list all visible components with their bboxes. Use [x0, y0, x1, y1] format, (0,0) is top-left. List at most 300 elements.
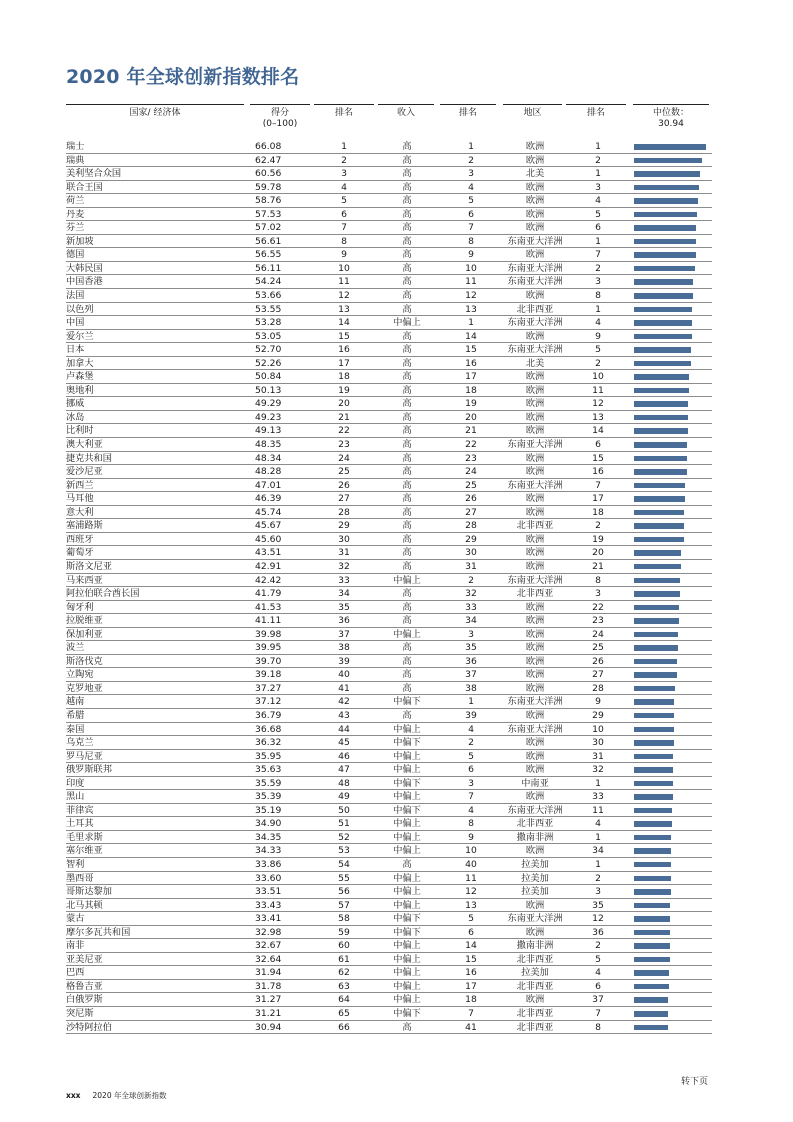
score-bar [634, 523, 684, 529]
score-bar [634, 605, 679, 611]
income-rank-cell: 18 [465, 994, 477, 1006]
rank-cell: 6 [341, 208, 347, 220]
region-cell: 欧洲 [525, 493, 545, 505]
table-row [66, 235, 712, 249]
score-bar [634, 903, 670, 909]
score-cell: 49.29 [255, 398, 282, 410]
region-rank-cell: 1 [595, 303, 601, 315]
region-rank-cell: 2 [595, 940, 601, 952]
income-cell: 高 [402, 330, 412, 342]
income-rank-cell: 34 [465, 615, 477, 627]
region-rank-cell: 1 [595, 141, 601, 152]
score-cell: 48.34 [255, 452, 282, 464]
region-rank-cell: 29 [592, 709, 604, 721]
table-row [66, 695, 712, 709]
score-bar [634, 808, 672, 814]
country-cell: 爱沙尼亚 [66, 466, 103, 478]
score-bar [634, 591, 680, 597]
table-row [66, 993, 712, 1007]
income-cell: 中偏上 [393, 886, 421, 898]
region-rank-cell: 35 [592, 899, 604, 911]
rank-cell: 12 [338, 290, 350, 302]
country-cell: 斯洛伐克 [66, 655, 103, 667]
score-bar [634, 686, 675, 692]
income-cell: 高 [402, 642, 412, 654]
rank-cell: 48 [338, 777, 350, 789]
country-cell: 瑞典 [66, 154, 85, 166]
score-bar [634, 862, 671, 868]
income-rank-cell: 4 [468, 804, 474, 816]
score-bar [634, 307, 692, 313]
region-rank-cell: 28 [592, 682, 604, 694]
income-rank-cell: 1 [468, 696, 474, 708]
region-cell: 欧洲 [525, 682, 545, 694]
income-cell: 高 [402, 262, 412, 274]
table-row [66, 980, 712, 994]
rank-cell: 65 [338, 1008, 350, 1019]
country-cell: 中国香港 [66, 276, 103, 288]
score-cell: 33.60 [255, 872, 282, 884]
country-cell: 澳大利亚 [66, 439, 103, 451]
region-cell: 中南亚 [521, 777, 549, 789]
score-cell: 66.08 [255, 141, 282, 152]
income-cell: 高 [402, 1021, 412, 1033]
country-cell: 马耳他 [66, 493, 94, 505]
income-cell: 中偏上 [393, 628, 421, 640]
region-rank-cell: 17 [592, 493, 604, 505]
table-row [66, 181, 712, 195]
rank-cell: 11 [338, 276, 350, 288]
table-row [66, 601, 712, 615]
table-row [66, 438, 712, 452]
table-row [66, 682, 712, 696]
income-rank-cell: 19 [465, 398, 477, 410]
region-rank-cell: 22 [592, 601, 604, 613]
score-bar [634, 997, 668, 1003]
rank-cell: 16 [338, 344, 350, 356]
score-bar [634, 970, 669, 976]
region-cell: 欧洲 [525, 141, 545, 152]
score-cell: 41.53 [255, 601, 282, 613]
income-cell: 高 [402, 520, 412, 532]
score-cell: 34.33 [255, 845, 282, 857]
income-rank-cell: 41 [465, 1021, 477, 1033]
rank-cell: 19 [338, 384, 350, 396]
table-row [66, 574, 712, 588]
region-cell: 欧洲 [525, 398, 545, 410]
country-cell: 墨西哥 [66, 872, 94, 884]
country-cell: 新西兰 [66, 479, 94, 491]
table-row [66, 1021, 712, 1035]
country-cell: 立陶宛 [66, 669, 94, 681]
income-rank-cell: 1 [468, 141, 474, 152]
region-cell: 北非西亚 [516, 588, 554, 600]
country-cell: 突尼斯 [66, 1008, 94, 1019]
income-rank-cell: 6 [468, 926, 474, 938]
score-cell: 32.67 [255, 940, 282, 952]
rank-cell: 43 [338, 709, 350, 721]
score-cell: 59.78 [255, 181, 282, 193]
region-cell: 东南亚大洋洲 [507, 262, 563, 274]
table-row [66, 912, 712, 926]
country-cell: 丹麦 [66, 208, 85, 220]
rank-cell: 61 [338, 953, 350, 965]
score-cell: 35.59 [255, 777, 282, 789]
page-footer [66, 1090, 167, 1101]
income-cell: 高 [402, 344, 412, 356]
score-bar [634, 171, 700, 177]
region-cell: 北非西亚 [516, 520, 554, 532]
income-rank-cell: 12 [465, 290, 477, 302]
table-row [66, 424, 712, 438]
rank-cell: 33 [338, 574, 350, 586]
income-cell: 高 [402, 195, 412, 207]
score-cell: 43.51 [255, 547, 282, 559]
score-bar [634, 699, 674, 705]
country-cell: 匈牙利 [66, 601, 94, 613]
continued-note: 转下页 [681, 1077, 709, 1087]
score-bar [634, 442, 687, 448]
table-row [66, 275, 712, 289]
income-rank-cell: 12 [465, 886, 477, 898]
region-rank-cell: 8 [595, 574, 601, 586]
region-cell: 欧洲 [525, 411, 545, 423]
score-bar [634, 1011, 668, 1017]
score-bar [634, 889, 671, 895]
rank-cell: 15 [338, 330, 350, 342]
region-rank-cell: 3 [595, 181, 601, 193]
income-rank-cell: 11 [465, 276, 477, 288]
income-rank-cell: 39 [465, 709, 477, 721]
region-rank-cell: 37 [592, 994, 604, 1006]
score-bar [634, 672, 677, 678]
region-cell: 东南亚大洋洲 [507, 235, 563, 247]
income-rank-cell: 30 [465, 547, 477, 559]
income-rank-cell: 1 [468, 317, 474, 329]
score-cell: 33.41 [255, 913, 282, 925]
income-cell: 中偏下 [393, 737, 421, 749]
rank-cell: 44 [338, 723, 350, 735]
score-bar [634, 388, 689, 394]
score-bar [634, 496, 685, 502]
rank-cell: 62 [338, 967, 350, 979]
country-cell: 日本 [66, 344, 85, 356]
table-row [66, 885, 712, 899]
region-cell: 欧洲 [525, 154, 545, 166]
table-row [66, 384, 712, 398]
table-row [66, 858, 712, 872]
income-rank-cell: 13 [465, 899, 477, 911]
country-cell: 印度 [66, 777, 85, 789]
table-row [66, 465, 712, 479]
income-rank-cell: 14 [465, 330, 477, 342]
income-rank-cell: 5 [468, 913, 474, 925]
income-cell: 高 [402, 493, 412, 505]
score-cell: 35.63 [255, 764, 282, 776]
income-rank-cell: 2 [468, 574, 474, 586]
region-cell: 东南亚大洋洲 [507, 344, 563, 356]
country-cell: 保加利亚 [66, 628, 103, 640]
income-rank-cell: 9 [468, 249, 474, 261]
rank-cell: 51 [338, 818, 350, 830]
score-bar [634, 415, 688, 421]
rank-cell: 14 [338, 317, 350, 329]
rank-cell: 56 [338, 886, 350, 898]
rank-cell: 27 [338, 493, 350, 505]
score-bar [634, 713, 674, 719]
score-cell: 35.19 [255, 804, 282, 816]
region-cell: 北美 [525, 168, 545, 180]
region-cell: 北非西亚 [516, 303, 554, 315]
income-rank-cell: 33 [465, 601, 477, 613]
region-rank-cell: 6 [595, 980, 601, 992]
income-cell: 高 [402, 655, 412, 667]
country-cell: 白俄罗斯 [66, 994, 103, 1006]
table-row [66, 736, 712, 750]
region-rank-cell: 5 [595, 208, 601, 220]
region-rank-cell: 10 [592, 723, 604, 735]
rank-cell: 60 [338, 940, 350, 952]
table-row [66, 723, 712, 737]
income-rank-cell: 40 [465, 858, 477, 870]
region-rank-cell: 10 [592, 371, 604, 383]
score-bar [634, 645, 678, 651]
rank-cell: 13 [338, 303, 350, 315]
region-rank-cell: 2 [595, 520, 601, 532]
table-row [66, 790, 712, 804]
region-rank-cell: 1 [595, 777, 601, 789]
income-cell: 高 [402, 601, 412, 613]
income-rank-cell: 18 [465, 384, 477, 396]
region-cell: 撒南非洲 [516, 940, 554, 952]
country-cell: 葡萄牙 [66, 547, 94, 559]
rank-cell: 32 [338, 560, 350, 572]
income-rank-cell: 8 [468, 235, 474, 247]
score-cell: 39.95 [255, 642, 282, 654]
income-cell: 高 [402, 506, 412, 518]
income-rank-cell: 28 [465, 520, 477, 532]
table-row [66, 154, 712, 168]
region-cell: 欧洲 [525, 222, 545, 234]
score-bar [634, 320, 692, 326]
score-bar [634, 727, 674, 733]
table-row [66, 939, 712, 953]
table-row [66, 817, 712, 831]
table-row [66, 546, 712, 560]
country-cell: 毛里求斯 [66, 831, 103, 843]
rank-cell: 29 [338, 520, 350, 532]
country-cell: 乌克兰 [66, 737, 94, 749]
region-rank-cell: 7 [595, 479, 601, 491]
country-cell: 巴西 [66, 967, 85, 979]
table-row [66, 208, 712, 222]
region-rank-cell: 34 [592, 845, 604, 857]
region-rank-cell: 3 [595, 588, 601, 600]
region-rank-cell: 36 [592, 926, 604, 938]
rank-cell: 5 [341, 195, 347, 207]
region-cell: 欧洲 [525, 926, 545, 938]
country-cell: 马来西亚 [66, 574, 103, 586]
income-rank-cell: 29 [465, 533, 477, 545]
region-rank-cell: 19 [592, 533, 604, 545]
score-cell: 33.51 [255, 886, 282, 898]
income-cell: 高 [402, 709, 412, 721]
region-rank-cell: 1 [595, 168, 601, 180]
income-rank-cell: 20 [465, 411, 477, 423]
score-cell: 57.02 [255, 222, 282, 234]
region-cell: 欧洲 [525, 642, 545, 654]
page-title: 2020 年全球创新指数排名 [66, 66, 300, 88]
score-cell: 62.47 [255, 154, 282, 166]
table-row [66, 397, 712, 411]
table-row [66, 614, 712, 628]
table-row [66, 411, 712, 425]
income-cell: 高 [402, 208, 412, 220]
region-cell: 北非西亚 [516, 1021, 554, 1033]
region-cell: 欧洲 [525, 547, 545, 559]
income-rank-cell: 36 [465, 655, 477, 667]
region-cell: 欧洲 [525, 290, 545, 302]
region-rank-cell: 26 [592, 655, 604, 667]
score-cell: 31.78 [255, 980, 282, 992]
table-row [66, 641, 712, 655]
rank-cell: 4 [341, 181, 347, 193]
header-income-rank: 排名 [440, 104, 496, 132]
income-cell: 中偏下 [393, 926, 421, 938]
table-row [66, 560, 712, 574]
region-cell: 欧洲 [525, 330, 545, 342]
region-rank-cell: 1 [595, 235, 601, 247]
country-cell: 哥斯达黎加 [66, 886, 112, 898]
income-rank-cell: 14 [465, 940, 477, 952]
region-cell: 东南亚大洋洲 [507, 479, 563, 491]
region-rank-cell: 20 [592, 547, 604, 559]
table-row [66, 953, 712, 967]
income-cell: 中偏下 [393, 777, 421, 789]
score-cell: 56.55 [255, 249, 282, 261]
score-cell: 34.35 [255, 831, 282, 843]
rank-cell: 21 [338, 411, 350, 423]
score-bar [634, 957, 670, 963]
income-rank-cell: 6 [468, 764, 474, 776]
table-row [66, 844, 712, 858]
rank-cell: 35 [338, 601, 350, 613]
table-row [66, 221, 712, 235]
rank-cell: 1 [341, 141, 347, 152]
country-cell: 挪威 [66, 398, 85, 410]
rank-cell: 42 [338, 696, 350, 708]
region-rank-cell: 31 [592, 750, 604, 762]
region-rank-cell: 6 [595, 439, 601, 451]
score-cell: 42.91 [255, 560, 282, 572]
region-cell: 欧洲 [525, 669, 545, 681]
income-rank-cell: 2 [468, 154, 474, 166]
income-cell: 中偏下 [393, 696, 421, 708]
region-rank-cell: 15 [592, 452, 604, 464]
region-cell: 欧洲 [525, 764, 545, 776]
region-cell: 欧洲 [525, 533, 545, 545]
score-bar [634, 334, 692, 340]
page-number: xxx [66, 1091, 81, 1100]
rank-cell: 49 [338, 791, 350, 803]
income-cell: 中偏上 [393, 994, 421, 1006]
income-rank-cell: 2 [468, 737, 474, 749]
country-cell: 北马其顿 [66, 899, 103, 911]
region-rank-cell: 7 [595, 249, 601, 261]
table-row [66, 330, 712, 344]
table-row [66, 167, 712, 181]
table-row [66, 506, 712, 520]
region-rank-cell: 1 [595, 858, 601, 870]
score-bar [634, 401, 688, 407]
table-row [66, 289, 712, 303]
country-cell: 蒙古 [66, 913, 85, 925]
income-cell: 高 [402, 560, 412, 572]
region-cell: 东南亚大洋洲 [507, 804, 563, 816]
country-cell: 波兰 [66, 642, 85, 654]
rank-cell: 26 [338, 479, 350, 491]
score-cell: 37.27 [255, 682, 282, 694]
rank-cell: 8 [341, 235, 347, 247]
income-cell: 中偏上 [393, 723, 421, 735]
region-rank-cell: 7 [595, 1008, 601, 1019]
score-bar [634, 1025, 668, 1031]
income-rank-cell: 21 [465, 425, 477, 437]
country-cell: 大韩民国 [66, 262, 103, 274]
region-cell: 欧洲 [525, 560, 545, 572]
score-cell: 52.70 [255, 344, 282, 356]
score-bar [634, 550, 681, 556]
score-cell: 33.43 [255, 899, 282, 911]
rank-cell: 66 [338, 1021, 350, 1033]
score-bar [634, 659, 677, 665]
table-row [66, 831, 712, 845]
region-rank-cell: 5 [595, 953, 601, 965]
country-cell: 摩尔多瓦共和国 [66, 926, 131, 938]
region-rank-cell: 5 [595, 344, 601, 356]
country-cell: 加拿大 [66, 357, 94, 369]
income-rank-cell: 3 [468, 628, 474, 640]
region-cell: 北美 [525, 357, 545, 369]
income-cell: 高 [402, 384, 412, 396]
score-cell: 31.94 [255, 967, 282, 979]
country-cell: 联合王国 [66, 181, 103, 193]
income-cell: 中偏上 [393, 317, 421, 329]
table-row [66, 316, 712, 330]
income-rank-cell: 27 [465, 506, 477, 518]
rank-cell: 40 [338, 669, 350, 681]
country-cell: 越南 [66, 696, 85, 708]
rank-cell: 22 [338, 425, 350, 437]
income-cell: 中偏上 [393, 831, 421, 843]
score-cell: 31.27 [255, 994, 282, 1006]
table-row [66, 343, 712, 357]
header-region-rank: 排名 [566, 104, 626, 132]
income-cell: 高 [402, 669, 412, 681]
score-cell: 36.68 [255, 723, 282, 735]
score-bar [634, 239, 696, 245]
country-cell: 泰国 [66, 723, 85, 735]
income-rank-cell: 3 [468, 168, 474, 180]
income-cell: 中偏下 [393, 1008, 421, 1019]
table-row [66, 655, 712, 669]
rank-cell: 50 [338, 804, 350, 816]
score-bar [634, 564, 681, 570]
table-row [66, 966, 712, 980]
income-cell: 高 [402, 479, 412, 491]
country-cell: 亚美尼亚 [66, 953, 103, 965]
region-rank-cell: 2 [595, 357, 601, 369]
